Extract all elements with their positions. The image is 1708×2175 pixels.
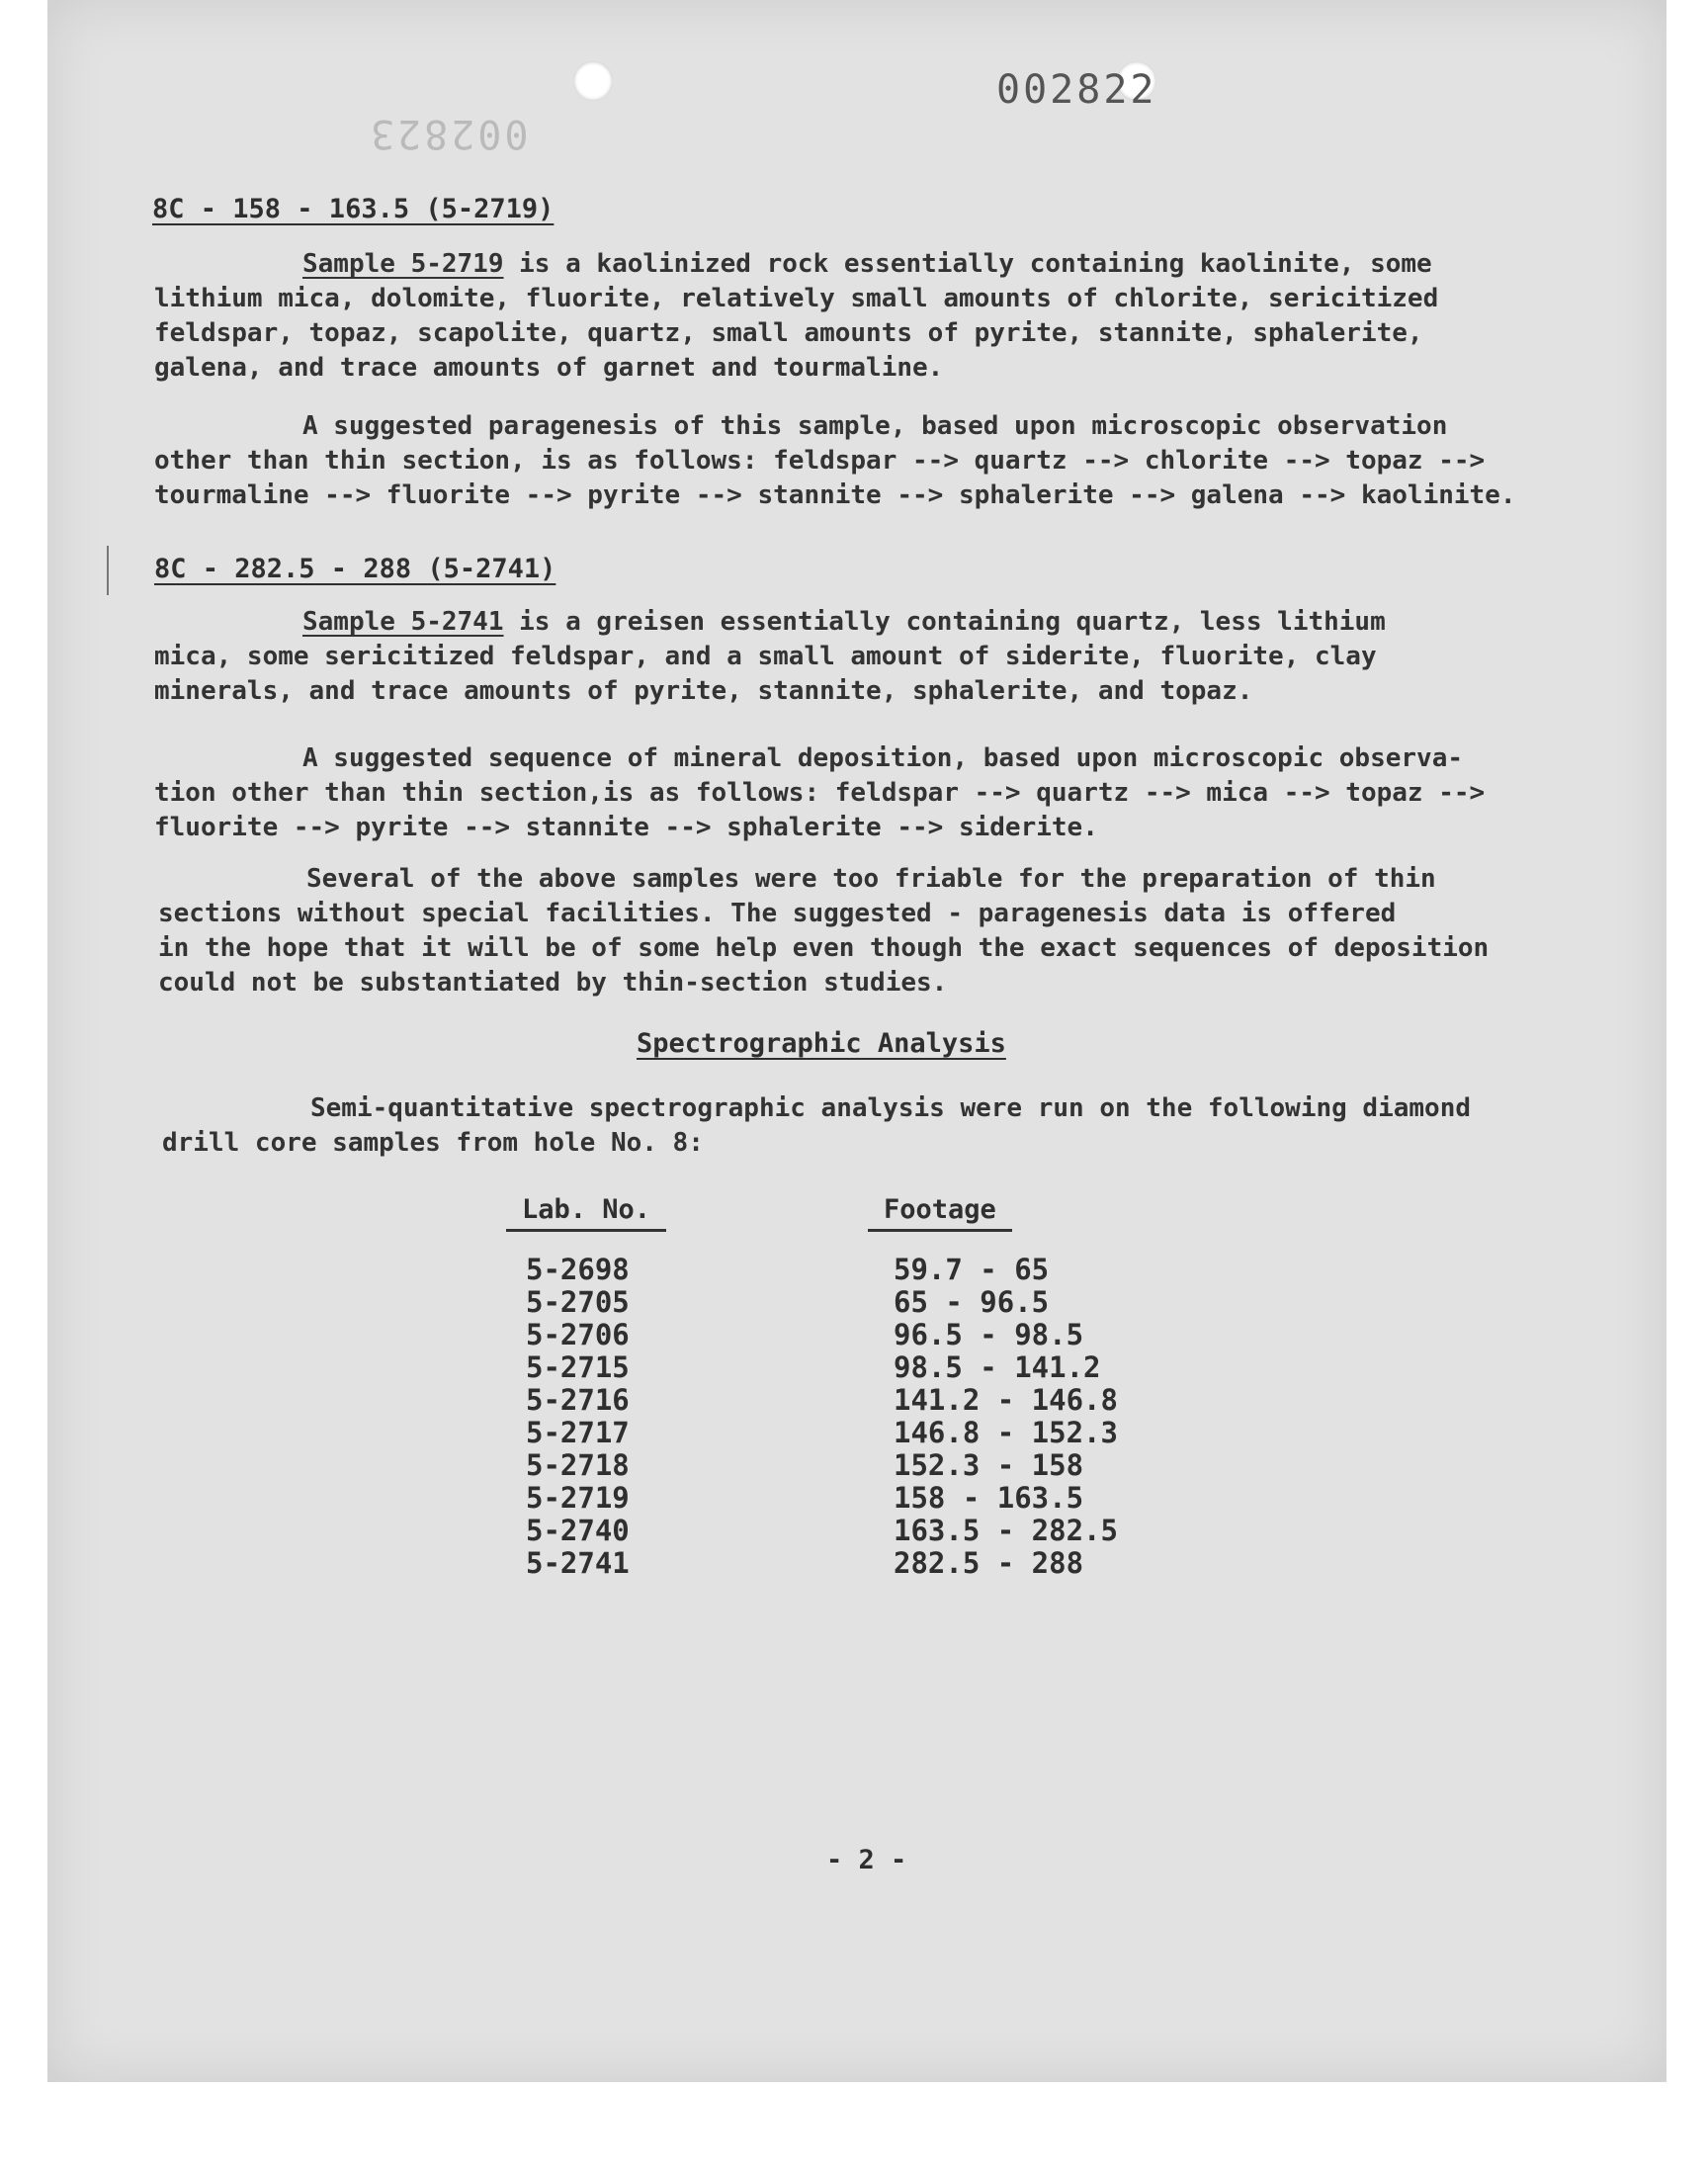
- sample-id: Sample 5-2719: [302, 249, 504, 279]
- footage-cell: 282.5 - 288: [894, 1546, 1084, 1580]
- section-2-paragraph-1: [154, 605, 1538, 709]
- table-row: [526, 1384, 1190, 1417]
- lab-number-cell: 5-2698: [526, 1253, 630, 1286]
- paragraph-line: [154, 409, 1558, 444]
- paragraph-text: A suggested sequence of mineral deposition, based upon microscopic observa-: [302, 743, 1463, 773]
- paragraph-line: [154, 247, 1538, 282]
- paragraph-line: tourmaline --> fluorite --> pyrite --> stannite --> sphalerite --> galena --> kaolinite.: [154, 480, 1516, 510]
- section-2-paragraph-3: [158, 862, 1581, 1000]
- paragraph-text: A suggested paragenesis of this sample, based upon microscopic observation: [302, 411, 1448, 441]
- lab-number-cell: 5-2719: [526, 1481, 630, 1515]
- lab-number-cell: 5-2715: [526, 1350, 630, 1384]
- spectro-title: Spectrographic Analysis: [637, 1028, 1006, 1059]
- footage-cell: 65 - 96.5: [894, 1285, 1050, 1319]
- paragraph-line: galena, and trace amounts of garnet and tourmaline.: [154, 353, 944, 383]
- table-row: [526, 1286, 1190, 1319]
- spectro-intro: [162, 1091, 1566, 1161]
- table-row: [526, 1417, 1190, 1449]
- paragraph-text: Semi-quantitative spectrographic analysis were run on the following diamond: [310, 1093, 1471, 1123]
- paragraph-text: is a kaolinized rock essentially containing kaolinite, some: [503, 249, 1432, 279]
- footage-cell: 158 - 163.5: [894, 1481, 1084, 1515]
- table-row: [526, 1515, 1190, 1547]
- footage-cell: 96.5 - 98.5: [894, 1318, 1084, 1351]
- table-row: [526, 1351, 1190, 1384]
- column-header-lab-no: Lab. No.: [506, 1194, 666, 1232]
- lab-number-cell: 5-2705: [526, 1285, 630, 1319]
- lab-number-cell: 5-2706: [526, 1318, 630, 1351]
- table-row: [526, 1482, 1190, 1515]
- footage-cell: 141.2 - 146.8: [894, 1383, 1118, 1417]
- section-1-heading: 8C - 158 - 163.5 (5-2719): [152, 194, 555, 224]
- footage-cell: 146.8 - 152.3: [894, 1416, 1118, 1449]
- paragraph-text: Several of the above samples were too friable for the preparation of thin: [306, 864, 1436, 894]
- paragraph-line: could not be substantiated by thin-section studies.: [158, 968, 948, 998]
- sample-id: Sample 5-2741: [302, 607, 504, 637]
- paragraph-text: is a greisen essentially containing quartz, less lithium: [503, 607, 1386, 637]
- lab-number-cell: 5-2740: [526, 1514, 630, 1547]
- section-1-paragraph-1: [154, 247, 1538, 386]
- paragraph-line: mica, some sericitized feldspar, and a small amount of siderite, fluorite, clay: [154, 642, 1377, 671]
- column-header-footage: Footage: [868, 1194, 1012, 1232]
- table-row: [526, 1319, 1190, 1351]
- paragraph-line: in the hope that it will be of some help even though the exact sequences of deposition: [158, 933, 1490, 963]
- lab-number-cell: 5-2717: [526, 1416, 630, 1449]
- footage-cell: 163.5 - 282.5: [894, 1514, 1118, 1547]
- document-control-number: 002822: [996, 67, 1157, 113]
- footage-cell: 98.5 - 141.2: [894, 1350, 1101, 1384]
- paragraph-line: minerals, and trace amounts of pyrite, stannite, sphalerite, and topaz.: [154, 676, 1253, 706]
- punch-hole-left: [573, 61, 613, 101]
- lab-number-cell: 5-2718: [526, 1448, 630, 1482]
- paragraph-line: [154, 605, 1538, 640]
- page-footer-number: - 2 -: [826, 1845, 907, 1875]
- bleed-through-number: 002823: [368, 111, 529, 156]
- section-1-paragraph-2: [154, 409, 1558, 513]
- lab-number-cell: 5-2741: [526, 1546, 630, 1580]
- paragraph-line: [154, 741, 1558, 776]
- paragraph-line: [162, 1091, 1566, 1126]
- table-row: [526, 1449, 1190, 1482]
- paragraph-line: lithium mica, dolomite, fluorite, relatively small amounts of chlorite, sericitized: [154, 284, 1439, 313]
- footage-cell: 152.3 - 158: [894, 1448, 1084, 1482]
- paragraph-line: tion other than thin section,is as follows: feldspar --> quartz --> mica --> topaz -->: [154, 778, 1486, 808]
- table-row: [526, 1254, 1190, 1286]
- paragraph-line: other than thin section, is as follows: feldspar --> quartz --> chlorite --> topaz -->: [154, 446, 1486, 476]
- paragraph-line: feldspar, topaz, scapolite, quartz, small amounts of pyrite, stannite, sphalerite,: [154, 318, 1423, 348]
- paragraph-line: [158, 862, 1581, 897]
- margin-mark: [107, 546, 109, 595]
- section-2-heading: 8C - 282.5 - 288 (5-2741): [154, 554, 556, 584]
- lab-number-cell: 5-2716: [526, 1383, 630, 1417]
- paragraph-line: drill core samples from hole No. 8:: [162, 1128, 704, 1158]
- table-row: [526, 1547, 1190, 1580]
- paragraph-line: sections without special facilities. The suggested - paragenesis data is offered: [158, 899, 1397, 928]
- footage-cell: 59.7 - 65: [894, 1253, 1050, 1286]
- section-2-paragraph-2: [154, 741, 1558, 845]
- paragraph-line: fluorite --> pyrite --> stannite --> sphalerite --> siderite.: [154, 813, 1098, 842]
- spectro-table: [526, 1254, 1190, 1580]
